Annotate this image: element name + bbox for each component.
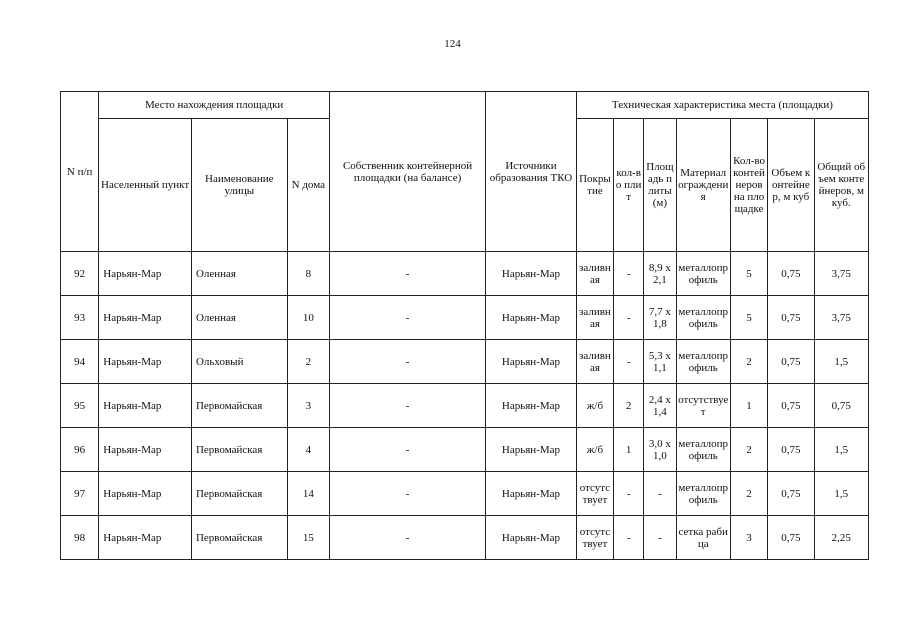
header-surface: Покрытие xyxy=(576,119,613,252)
cell-surface: заливная xyxy=(576,340,613,384)
cell-total: 3,75 xyxy=(814,252,869,296)
cell-area: 3,0 х 1,0 xyxy=(644,428,676,472)
cell-slabs: - xyxy=(614,252,644,296)
cell-sources: Нарьян-Мар xyxy=(486,516,577,560)
cell-locality: Нарьян-Мар xyxy=(99,384,192,428)
header-street: Наименование улицы xyxy=(191,119,287,252)
header-fence: Материал ограждения xyxy=(676,119,730,252)
cell-sources: Нарьян-Мар xyxy=(486,472,577,516)
cell-surface: ж/б xyxy=(576,428,613,472)
cell-house: 2 xyxy=(287,340,329,384)
cell-street: Ольховый xyxy=(191,340,287,384)
cell-house: 4 xyxy=(287,428,329,472)
page-number: 124 xyxy=(444,38,461,50)
cell-total: 1,5 xyxy=(814,428,869,472)
cell-num: 97 xyxy=(61,472,99,516)
cell-fence: сетка рабица xyxy=(676,516,730,560)
cell-area: 8,9 х 2,1 xyxy=(644,252,676,296)
cell-containers: 5 xyxy=(730,252,767,296)
cell-area: 5,3 х 1,1 xyxy=(644,340,676,384)
cell-sources: Нарьян-Мар xyxy=(486,252,577,296)
cell-fence: металлопрофиль xyxy=(676,472,730,516)
cell-containers: 2 xyxy=(730,472,767,516)
cell-total: 1,5 xyxy=(814,472,869,516)
cell-owner: - xyxy=(329,296,485,340)
cell-total: 0,75 xyxy=(814,384,869,428)
cell-slabs: - xyxy=(614,340,644,384)
cell-house: 10 xyxy=(287,296,329,340)
cell-fence: металлопрофиль xyxy=(676,340,730,384)
cell-slabs: - xyxy=(614,516,644,560)
cell-area: - xyxy=(644,516,676,560)
header-owner: Собственник контейнерной площадки (на балансе) xyxy=(329,92,485,252)
cell-fence: металлопрофиль xyxy=(676,252,730,296)
cell-owner: - xyxy=(329,516,485,560)
cell-num: 95 xyxy=(61,384,99,428)
cell-num: 96 xyxy=(61,428,99,472)
cell-locality: Нарьян-Мар xyxy=(99,340,192,384)
cell-total: 2,25 xyxy=(814,516,869,560)
cell-locality: Нарьян-Мар xyxy=(99,428,192,472)
cell-owner: - xyxy=(329,384,485,428)
header-tech-group: Техническая характеристика места (площадки) xyxy=(576,92,868,119)
header-total: Общий объем контейнеров, м куб. xyxy=(814,119,869,252)
cell-street: Первомайская xyxy=(191,516,287,560)
cell-locality: Нарьян-Мар xyxy=(99,472,192,516)
header-volume: Объем контейнер, м куб xyxy=(768,119,814,252)
container-sites-table xyxy=(60,91,869,560)
cell-containers: 2 xyxy=(730,340,767,384)
cell-volume: 0,75 xyxy=(768,296,814,340)
cell-area: - xyxy=(644,472,676,516)
header-num: N п/п xyxy=(61,92,99,252)
cell-volume: 0,75 xyxy=(768,340,814,384)
cell-volume: 0,75 xyxy=(768,428,814,472)
cell-fence: металлопрофиль xyxy=(676,296,730,340)
header-slabs: кол-во плит xyxy=(614,119,644,252)
header-locality: Населенный пункт xyxy=(99,119,192,252)
cell-total: 1,5 xyxy=(814,340,869,384)
header-area: Площадь плиты (м) xyxy=(644,119,676,252)
cell-street: Первомайская xyxy=(191,384,287,428)
cell-slabs: - xyxy=(614,296,644,340)
cell-fence: отсутствует xyxy=(676,384,730,428)
cell-sources: Нарьян-Мар xyxy=(486,428,577,472)
table-row xyxy=(61,384,869,428)
cell-volume: 0,75 xyxy=(768,384,814,428)
cell-total: 3,75 xyxy=(814,296,869,340)
table-row xyxy=(61,340,869,384)
cell-volume: 0,75 xyxy=(768,252,814,296)
cell-street: Оленная xyxy=(191,252,287,296)
cell-sources: Нарьян-Мар xyxy=(486,340,577,384)
cell-owner: - xyxy=(329,252,485,296)
cell-owner: - xyxy=(329,428,485,472)
header-location-group: Место нахождения площадки xyxy=(99,92,330,119)
cell-area: 2,4 х 1,4 xyxy=(644,384,676,428)
cell-street: Первомайская xyxy=(191,428,287,472)
header-sources: Источники образования ТКО xyxy=(486,92,577,252)
table-row xyxy=(61,472,869,516)
cell-slabs: - xyxy=(614,472,644,516)
cell-surface: отсутствует xyxy=(576,516,613,560)
cell-fence: металлопрофиль xyxy=(676,428,730,472)
table-row xyxy=(61,296,869,340)
cell-sources: Нарьян-Мар xyxy=(486,296,577,340)
cell-containers: 5 xyxy=(730,296,767,340)
cell-volume: 0,75 xyxy=(768,516,814,560)
cell-containers: 2 xyxy=(730,428,767,472)
cell-street: Первомайская xyxy=(191,472,287,516)
table-row xyxy=(61,428,869,472)
cell-slabs: 2 xyxy=(614,384,644,428)
cell-num: 92 xyxy=(61,252,99,296)
table-row xyxy=(61,252,869,296)
cell-house: 8 xyxy=(287,252,329,296)
cell-area: 7,7 х 1,8 xyxy=(644,296,676,340)
table-row xyxy=(61,516,869,560)
header-containers: Кол-во контейнеров на площадке xyxy=(730,119,767,252)
cell-slabs: 1 xyxy=(614,428,644,472)
cell-containers: 3 xyxy=(730,516,767,560)
cell-street: Оленная xyxy=(191,296,287,340)
header-house: N дома xyxy=(287,119,329,252)
cell-house: 14 xyxy=(287,472,329,516)
cell-num: 98 xyxy=(61,516,99,560)
cell-owner: - xyxy=(329,340,485,384)
cell-house: 15 xyxy=(287,516,329,560)
cell-surface: ж/б xyxy=(576,384,613,428)
cell-locality: Нарьян-Мар xyxy=(99,252,192,296)
cell-locality: Нарьян-Мар xyxy=(99,516,192,560)
cell-surface: заливная xyxy=(576,296,613,340)
cell-surface: заливная xyxy=(576,252,613,296)
cell-locality: Нарьян-Мар xyxy=(99,296,192,340)
cell-containers: 1 xyxy=(730,384,767,428)
cell-sources: Нарьян-Мар xyxy=(486,384,577,428)
cell-num: 93 xyxy=(61,296,99,340)
cell-volume: 0,75 xyxy=(768,472,814,516)
cell-owner: - xyxy=(329,472,485,516)
table-body xyxy=(61,252,869,560)
cell-house: 3 xyxy=(287,384,329,428)
cell-num: 94 xyxy=(61,340,99,384)
cell-surface: отсутствует xyxy=(576,472,613,516)
